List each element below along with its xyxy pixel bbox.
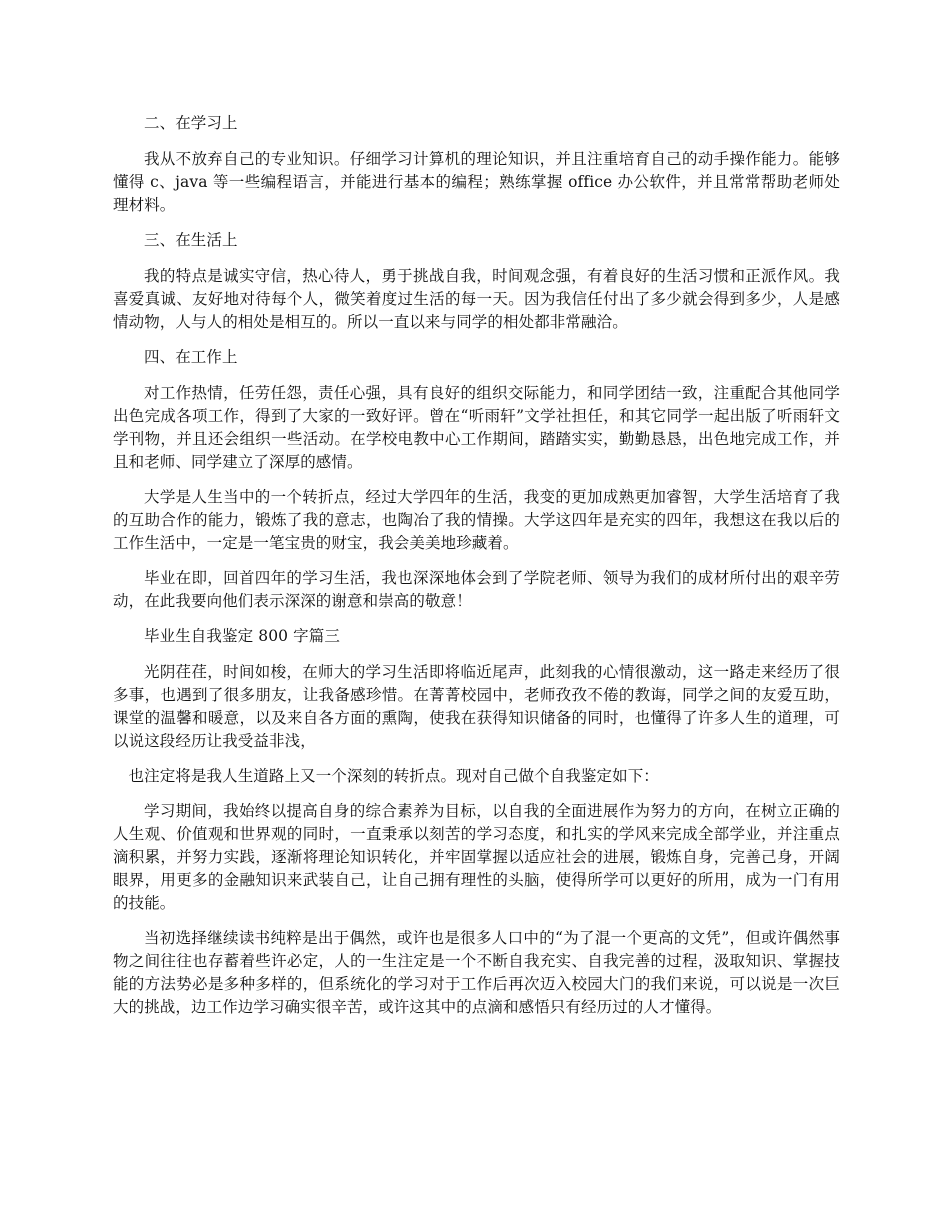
- paragraph-time-flies: 光阴荏荏，时间如梭，在师大的学习生活即将临近尾声，此刻我的心情很激动，这一路走来经历了很多事，也遇到了很多朋友，让我备感珍惜。在菁菁校园中，老师孜孜不倦的教诲，同学之间的友爱互助，课堂的温馨和暖意，以及来自各方面的熏陶，使我在获得知识储备的同时，也懂得了许多人生的道理，可以说这段经历让我受益非浅，: [113, 663, 840, 750]
- paragraph-turning-point: 也注定将是我人生道路上又一个深刻的转折点。现对自己做个自我鉴定如下：: [128, 767, 659, 785]
- paragraph-graduation-thanks: 毕业在即，回首四年的学习生活，我也深深地体会到了学院老师、领导为我们的成材所付出的艰辛劳动，在此我要向他们表示深深的谢意和崇高的敬意！: [113, 569, 840, 610]
- section-heading-life: 三、在生活上: [144, 231, 238, 249]
- paragraph-university: 大学是人生当中的一个转折点，经过大学四年的生活，我变的更加成熟更加睿智，大学生活培育了我的互助合作的能力，锻炼了我的意志，也陶冶了我的情操。大学这四年是充实的四年，我想这在我以后的工作生活中，一定是一笔宝贵的财宝，我会美美地珍藏着。: [113, 488, 840, 552]
- paragraph-life: 我的特点是诚实守信，热心待人，勇于挑战自我，时间观念强，有着良好的生活习惯和正派作风。我喜爱真诚、友好地对待每个人，微笑着度过生活的每一天。因为我信任付出了多少就会得到多少，人是感情动物，人与人的相处是相互的。所以一直以来与同学的相处都非常融洽。: [113, 267, 840, 331]
- paragraph-study-period: 学习期间，我始终以提高自身的综合素养为目标，以自我的全面进展作为努力的方向，在树立正确的人生观、价值观和世界观的同时，一直秉承以刻苦的学习态度，和扎实的学风来完成全部学业，并注重点滴积累，并努力实践，逐渐将理论知识转化，并牢固掌握以适应社会的进展，锻炼自身，完善己身，开阔眼界，用更多的金融知识来武装自己，让自己拥有理性的头脑，使得所学可以更好的所用，成为一门有用的技能。: [113, 802, 840, 912]
- section-heading-study: 二、在学习上: [144, 114, 238, 132]
- paragraph-work: 对工作热情，任劳任怨，责任心强，具有良好的组织交际能力，和同学团结一致，注重配合其他同学出色完成各项工作，得到了大家的一致好评。曾在“听雨轩”文学社担任，和其它同学一起出版了听雨轩文学刊物，并且还会组织一些活动。在学校电教中心工作期间，踏踏实实，勤勤恳恳，出色地完成工作，并且和老师、同学建立了深厚的感情。: [113, 384, 840, 471]
- section-title-part-three: 毕业生自我鉴定 800 字篇三: [144, 627, 340, 645]
- paragraph-continue-study: 当初选择继续读书纯粹是出于偶然，或许也是很多人口中的“为了混一个更高的文凭”，但或许偶然事物之间往往也存蓄着些许必定，人的一生注定是一个不断自我充实、自我完善的过程，汲取知识、掌握技能的方法势必是多种多样的，但系统化的学习对于工作后再次迈入校园大门的我们来说，可以说是一次巨大的挑战，边工作边学习确实很辛苦，或许这其中的点滴和感悟只有经历过的人才懂得。: [113, 929, 840, 1016]
- paragraph-study: 我从不放弃自己的专业知识。仔细学习计算机的理论知识，并且注重培育自己的动手操作能力。能够懂得 c、java 等一些编程语言，并能进行基本的编程；熟练掌握 office 办公软件，并且常常帮助老师处理材料。: [113, 150, 840, 214]
- section-heading-work: 四、在工作上: [144, 348, 238, 366]
- document-body: [113, 112, 840, 1031]
